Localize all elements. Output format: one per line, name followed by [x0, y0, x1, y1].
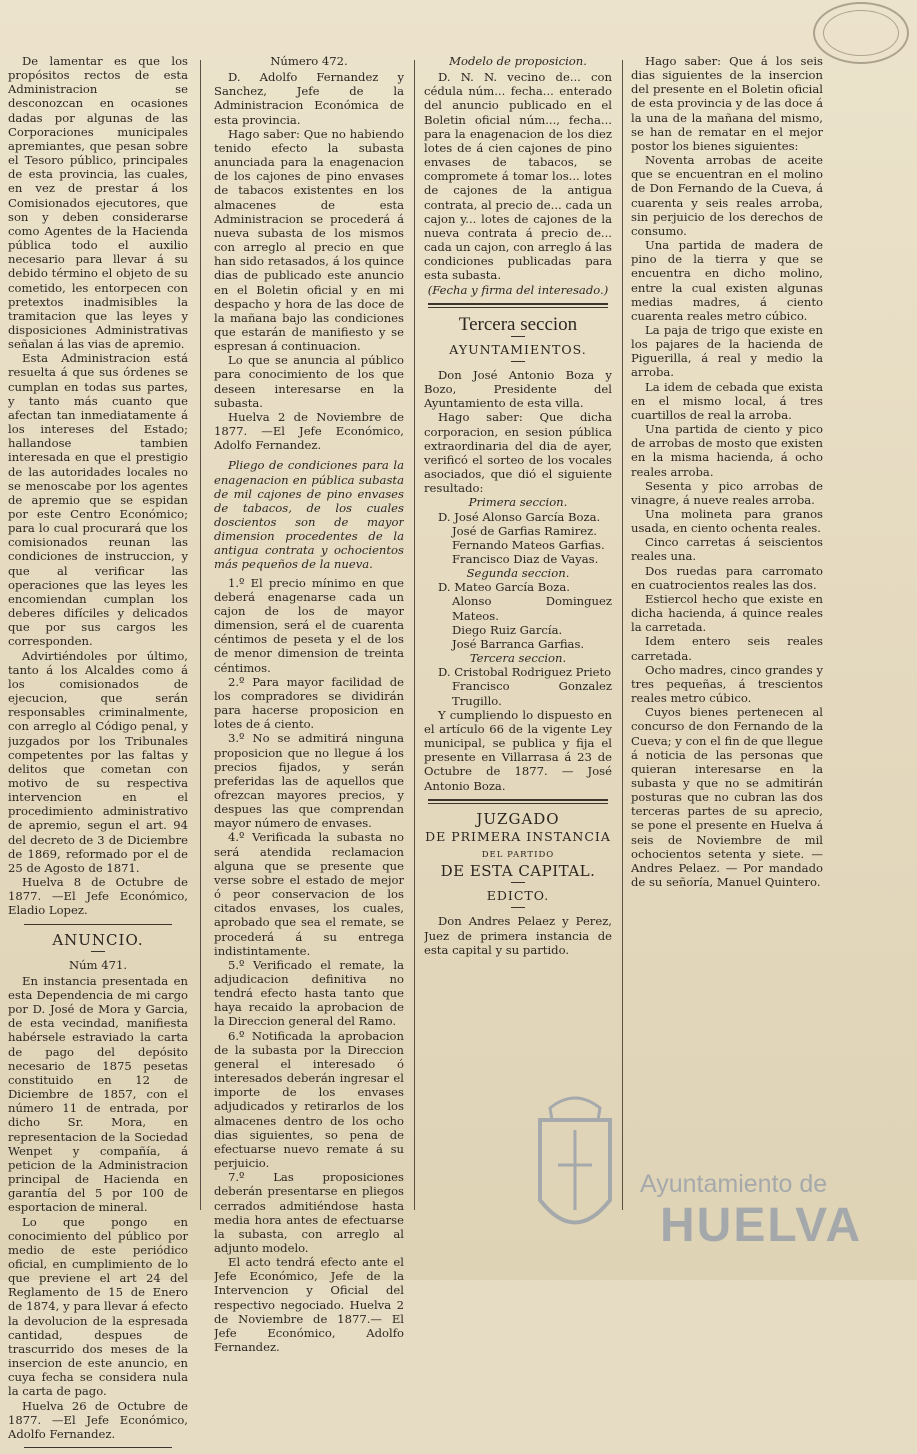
column-rule	[200, 60, 201, 1210]
notice-number: Núm 471.	[68, 957, 128, 972]
notice-number: Número 472.	[270, 54, 348, 68]
paragraph: Hago saber: Que no habiendo tenido efecto la subasta anunciada para la enagenacion de los cajones de pino envases de tabacos existentes en los almacenes de esta Administracion se procederá á nueva subasta de los mismos con arreglo al precio en que han sido retasados, á los quince dias de publicado este anuncio en el Boletin oficial y en mi despacho y hora de las doce de la mañana bajo las condiciones que estarán de manifiesto y se espresan á continuacion.	[214, 126, 404, 354]
instancia-heading: DE PRIMERA INSTANCIA	[425, 828, 611, 844]
condition-item: 1.º El precio mínimo en que deberá enagenarse cada un cajon de los de mayor dimension, será el de cuarenta céntimos de peseta y el de los de menor dimension de treinta céntimos.	[214, 575, 404, 675]
watermark-brand: Ayuntamiento de	[640, 1170, 828, 1198]
paragraph: D. Adolfo Fernandez y Sanchez, Jefe de la Administracion Económica de esta provincia.	[214, 70, 404, 127]
divider	[91, 951, 105, 952]
condition-item: 4.º Verificada la subasta no será atendida reclamacion alguna que se presente que verse sobre el estado de mejor ó peor conservacion de los citados envases, los cuales, aprobado que sea el remate, se procederá á su entrega indistintamente.	[214, 830, 404, 958]
list-item: Diego Ruiz García.	[452, 622, 563, 637]
edicto-heading: EDICTO.	[486, 888, 550, 904]
divider	[511, 882, 525, 883]
divider	[428, 803, 608, 804]
paragraph: La idem de cebada que exista en el mismo local, á tres cuartillos de real la arroba.	[631, 379, 823, 422]
capital-heading: DE ESTA CAPITAL.	[440, 862, 596, 881]
modelo-heading: Modelo de proposicion.	[449, 54, 587, 68]
divider	[428, 303, 608, 305]
ayuntamientos-heading: AYUNTAMIENTOS.	[449, 341, 587, 357]
list-item: Francisco Diaz de Vayas.	[452, 552, 599, 566]
paragraph: Lo que pongo en conocimiento del público por medio de este periódico oficial, en cumplimiento de lo que previene el art 24 del Reglamento de 15 de Enero de 1874, y para llevar á efecto la devolucion de la espresada cantidad, despues de trascurrido dos meses de la insercion de este anuncio, en cuya fecha se considera nula la carta de pago.	[8, 1214, 188, 1399]
list-item: Francisco Gonzalez Trugillo.	[452, 679, 612, 708]
paragraph: Cuyos bienes pertenecen al concurso de don Fernando de la Cueva; y con el fin de que llegue á noticia de las personas que quieran interesarse en la subasta y que no se admitirán posturas que no cubran las dos terceras partes de su aprecio, se pone el presente en Huelva á seis de Noviembre de mil ochocientos setenta y siete. — Andres Pelaez. — Por mandado de su señoría, Manuel Quintero.	[631, 705, 823, 890]
divider	[24, 924, 172, 925]
section-heading: Tercera seccion	[458, 313, 578, 335]
condition-item: 2.º Para mayor facilidad de los compradores se dividirán para hacerse proposicion en lotes de á ciento.	[214, 674, 404, 732]
condition-item: 6.º Notificada la aprobacion de la subasta por la Direccion general el interesado ó interesados deberán ingresar el importe de los envases adjudicados y retirarlos de los almacenes dentro de los ocho dias siguientes, so pena de efectuarse nuevo remate á su perjuicio.	[214, 1028, 404, 1171]
list-item: Fernando Mateos Garfias.	[452, 537, 605, 552]
anuncio-heading: ANUNCIO.	[52, 930, 144, 949]
paragraph: Hago saber: Que dicha corporacion, en sesion pública extraordinaria del dia de ayer, verificó el sorteo de los vocales asociados, que dió el siguiente resultado:	[424, 410, 612, 496]
column-rule	[414, 60, 415, 1210]
condition-item: 3.º No se admitirá ninguna proposicion que no llegue á los precios fijados, y serán preferidas las de aquellos que ofrezcan mayores precios, y despues las que comprendan mayor número de envases.	[214, 731, 404, 831]
paragraph: Noventa arrobas de aceite que se encuentran en el molino de Don Fernando de la Cueva, á cuarenta y seis reales arroba, sin perjuicio de los derechos de consumo.	[631, 153, 823, 238]
condition-item: 7.º Las proposiciones deberán presentarse en pliegos cerrados admitiéndose hasta media hora antes de efectuarse la subasta, con arreglo al adjunto modelo.	[214, 1170, 404, 1255]
pliego-title: Pliego de condiciones para la enagenacion en pública subasta de mil cajones de pino envases de tabacos, de los cuales doscientos son de mayor dimension procedentes de la antigua contrata y ochocientos más pequeños de la nueva.	[214, 458, 404, 572]
divider	[511, 361, 525, 362]
paragraph: Don Andres Pelaez y Perez, Juez de primera instancia de esta capital y su partido.	[424, 914, 612, 957]
condition-item: 5.º Verificado el remate, la adjudicacion definitiva no tendrá efecto hasta tanto que haya recaido la aprobacion de la Direccion general del Ramo.	[214, 957, 404, 1029]
signature-line: Huelva 2 de Noviembre de 1877. —El Jefe Económico, Adolfo Fernandez.	[214, 409, 404, 453]
paragraph: D. N. N. vecino de... con cédula núm... fecha... enterado del anuncio publicado en el Boletin oficial núm..., fecha... para la enagenacion de los diez lotes de á cien cajones de pino envases de tabacos, se compromete á tomar los... lotes de cajones de la antigua contrata, al precio de... cada un cajon y... lotes de cajones de la nueva contrata á precio de... cada un cajon, con arreglo á las condiciones publicadas para esta subasta.	[424, 70, 612, 283]
subsection-heading: Primera seccion.	[468, 495, 568, 510]
coat-of-arms-icon	[520, 1080, 630, 1260]
paragraph: Una molineta para granos usada, en ciento ochenta reales.	[631, 507, 823, 536]
column-3	[424, 54, 612, 957]
paragraph: Advirtiéndoles por último, tanto á los Alcaldes como á los comisionados de ejecucion, que serán responsables criminalmente, con arreglo al Código penal, y juzgados por los Tribunales competentes por las faltas y delitos que cometan con motivo de su respectiva intervencion en el procedimiento administrativo de apremio, segun el art. 94 del decreto de 3 de Diciembre de 1869, reformado por el de 25 de Agosto de 1871.	[8, 648, 188, 875]
firma-line: (Fecha y firma del interesado.)	[427, 282, 609, 297]
paragraph: Don José Antonio Boza y Bozo, Presidente del Ayuntamiento de esta villa.	[424, 367, 612, 411]
watermark	[520, 1080, 863, 1260]
list-item: D. José Alonso García Boza.	[438, 509, 601, 524]
divider	[428, 799, 608, 801]
paragraph: Sesenta y pico arrobas de vinagre, á nueve reales arroba.	[631, 478, 823, 507]
paragraph: En instancia presentada en esta Dependencia de mi cargo por D. José de Mora y Garcia, de esta vecindad, manifiesta habérsele estraviado la carta de pago del depósito necesario de 1875 pesetas constituido en 12 de Diciembre de 1857, con el número 11 de entrada, por dicho Sr. Mora, en representacion de la Sociedad Wenpet y compañía, á peticion de la Administracion principal de Hacienda en garantía del 5 por 100 de esportacion de mineral.	[8, 973, 188, 1215]
subsection-heading: Tercera seccion.	[469, 651, 567, 666]
paragraph: El acto tendrá efecto ante el Jefe Económico, Jefe de la Intervencion y Oficial del respectivo negociado. Huelva 2 de Noviembre de 1877.— El Jefe Económico, Adolfo Fernandez.	[214, 1255, 404, 1355]
column-4	[631, 54, 823, 889]
paragraph: Cinco carretas á seiscientos reales una.	[631, 535, 823, 564]
partido-heading: DEL PARTIDO	[481, 849, 555, 860]
paragraph: Una partida de madera de pino de la tierra y que se encuentra en dicho molino, entre la cual existen algunas medias madres, á ciento cuarenta reales metro cúbico.	[631, 238, 823, 323]
paragraph: Y cumpliendo lo dispuesto en el artículo 66 de la vigente Ley municipal, se publica y fija el presente en Villarrasa á 23 de Octubre de 1877. — José Antonio Boza.	[424, 707, 612, 793]
juzgado-heading: JUZGADO	[476, 809, 560, 828]
paragraph: Esta Administracion está resuelta á que sus órdenes se cumplan en todas sus partes, y tanto más cuanto que afectan tan inmediatamente á los intereses del Estado; hallandose tambien interesada en que el prestigio de las autoridades locales no se menoscabe por los agentes de apremio que se espidan por este Centro Económico; para lo cual procurará que los comisionados reunan las condiciones de instruccion, y que al verificar las operaciones que las leyes les encomiendan cumplan los deberes difíciles y delicados que por sus cargos les corresponden.	[8, 351, 188, 649]
list-item: José Barranca Garfias.	[452, 636, 585, 651]
paragraph: Idem entero seis reales carretada.	[631, 634, 823, 663]
signature-line: Huelva 8 de Octubre de 1877. —El Jefe Económico, Eladio Lopez.	[8, 875, 188, 918]
signature-line: Huelva 26 de Octubre de 1877. —El Jefe Económico, Adolfo Fernandez.	[8, 1398, 188, 1441]
paragraph: Dos ruedas para carromato en cuatrocientos reales las dos.	[631, 563, 823, 592]
column-rule	[622, 60, 623, 1210]
list-item: José de Garfias Ramirez.	[452, 523, 597, 538]
list-item: D. Mateo García Boza.	[438, 580, 570, 595]
list-item: Alonso Dominguez Mateos.	[452, 594, 612, 623]
paragraph: Una partida de ciento y pico de arrobas de mosto que existen en la misma hacienda, á ocho reales arroba.	[631, 422, 823, 479]
column-1	[8, 54, 188, 1454]
paragraph: Lo que se anuncia al público para conocimiento de los que deseen interesarse en la subasta.	[214, 353, 404, 410]
list-item: D. Cristobal Rodriguez Prieto	[438, 665, 612, 680]
paragraph: Estiercol hecho que existe en dicha hacienda, á quince reales la carretada.	[631, 591, 823, 635]
paragraph: De lamentar es que los propósitos rectos de esta Administracion se desconozcan en ocasiones dadas por algunas de las Corporaciones municipales apremiantes, que pesan sobre el Tesoro público, principales de esta provincia, las cuales, en vez de prestar á los Comisionados ejecutores, que son y deben considerarse como Agentes de la Hacienda pública todo el auxilio necesario para llevar á su debido término el objeto de su cometido, les entorpecen con pretextos inadmisibles la tramitacion que las leyes y disposiciones Administrativas señalan á las vias de apremio.	[8, 54, 188, 352]
subsection-heading: Segunda seccion.	[466, 566, 570, 581]
paragraph: Ocho madres, cinco grandes y tres pequeñas, á trescientos reales metro cúbico.	[631, 662, 823, 706]
divider	[511, 907, 525, 908]
watermark-city: HUELVA	[660, 1199, 863, 1252]
paragraph: Hago saber: Que á los seis dias siguientes de la insercion del presente en el Boletin oficial de esta provincia y de las doce á la una de la mañana del mismo, se han de rematar en el mejor postor los bienes siguientes:	[631, 54, 823, 153]
seal-stamp	[813, 2, 909, 64]
paragraph: La paja de trigo que existe en los pajares de la hacienda de Piguerilla, á real y medio la arroba.	[631, 322, 823, 380]
divider	[428, 307, 608, 308]
divider	[24, 1447, 172, 1448]
divider	[511, 336, 525, 337]
column-2	[214, 54, 404, 1354]
